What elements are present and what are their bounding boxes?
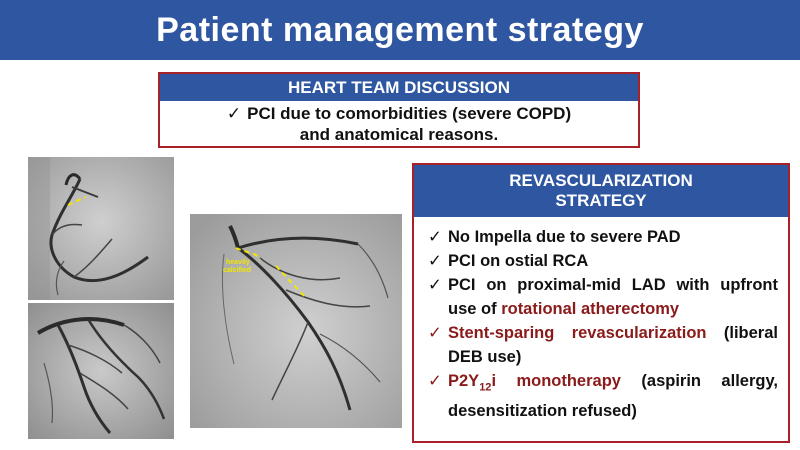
heart-team-line1: PCI due to comorbidities (severe COPD) bbox=[247, 104, 572, 123]
strategy-item-1: No Impella due to severe PAD bbox=[448, 228, 681, 246]
heart-team-line2: and anatomical reasons. bbox=[299, 125, 499, 144]
check-icon: ✓ bbox=[428, 324, 442, 342]
p2y-subscript: 12 bbox=[479, 381, 492, 394]
list-item bbox=[428, 369, 778, 423]
revascularization-strategy-box bbox=[412, 163, 790, 443]
strategy-header bbox=[414, 165, 788, 217]
strategy-item-5-text: (aspirin allergy, desensitization refused) bbox=[448, 372, 778, 421]
angiogram-lad-image bbox=[28, 303, 174, 439]
angiogram-rca-image bbox=[28, 157, 174, 300]
annotation-line2: calcified bbox=[223, 267, 252, 274]
strategy-item-3-text: PCI on proximal-mid LAD with upfront use of bbox=[448, 276, 778, 318]
check-icon: ✓ bbox=[226, 104, 242, 123]
heart-team-body bbox=[160, 101, 638, 145]
strategy-header-line1: REVASCULARIZATION bbox=[509, 171, 693, 190]
list-item bbox=[428, 273, 778, 321]
list-item bbox=[428, 225, 778, 249]
annotation-line1: heavily bbox=[226, 259, 250, 266]
heart-team-box bbox=[158, 72, 640, 148]
strategy-item-4-text: (liberal DEB use) bbox=[448, 324, 778, 366]
check-icon: ✓ bbox=[428, 252, 442, 270]
strategy-item-3 bbox=[448, 273, 778, 321]
heart-team-header: HEART TEAM DISCUSSION bbox=[160, 74, 638, 101]
strategy-item-5-highlight bbox=[448, 372, 621, 394]
strategy-item-4 bbox=[448, 321, 778, 369]
p2y-label: P2Y bbox=[448, 372, 480, 390]
strategy-item-2: PCI on ostial RCA bbox=[448, 252, 589, 270]
list-item bbox=[428, 321, 778, 369]
strategy-list bbox=[414, 217, 788, 423]
check-icon: ✓ bbox=[428, 372, 442, 390]
monotherapy-label: i monotherapy bbox=[491, 372, 621, 390]
strategy-item-5 bbox=[448, 369, 778, 423]
strategy-item-4-highlight: Stent-sparing revascularization bbox=[448, 324, 707, 342]
check-icon: ✓ bbox=[428, 228, 442, 246]
angiogram-annotated-image bbox=[190, 214, 402, 428]
check-icon: ✓ bbox=[428, 276, 442, 294]
page-title: Patient management strategy bbox=[0, 0, 800, 60]
list-item bbox=[428, 249, 778, 273]
strategy-item-3-highlight: rotational atherectomy bbox=[501, 300, 680, 318]
strategy-header-line2: STRATEGY bbox=[555, 191, 647, 210]
